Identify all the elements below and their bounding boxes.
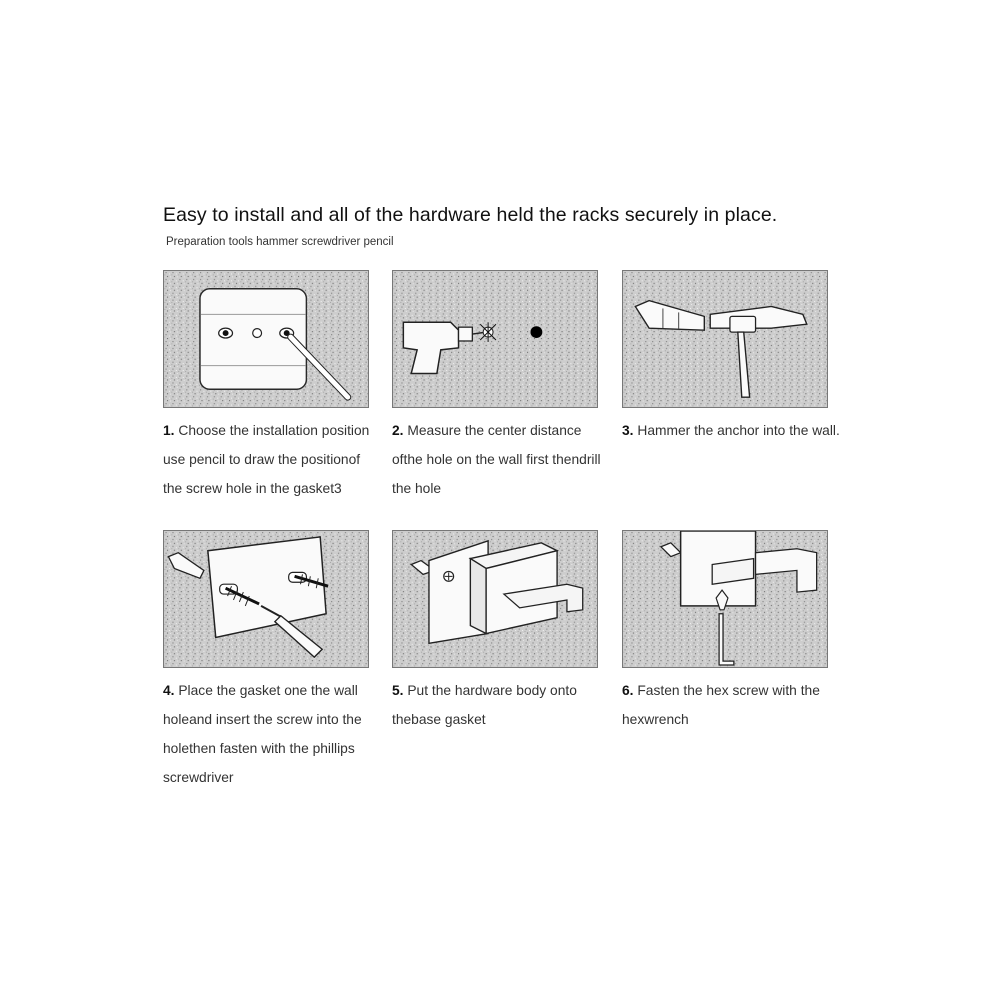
step-1-number: 1. [163,423,175,438]
power-drill-icon [393,271,597,407]
preparation-tools-text: Preparation tools hammer screwdriver pencil [166,236,394,248]
hammer-anchor-icon [623,271,827,407]
step-6-text [622,676,836,734]
page-title: Easy to install and all of the hardware held the racks securely in place. [163,204,778,226]
step-3-illustration [622,270,828,408]
step-5-text [392,676,606,734]
step-4-description: Place the gasket one the wall holeand insert the screw into the holethen fasten with the phillips screwdriver [163,683,362,785]
step-1-text [163,416,377,503]
step-3-text [622,416,852,445]
step-6-illustration [622,530,828,668]
step-1-illustration [163,270,369,408]
step-3-description: Hammer the anchor into the wall. [637,423,840,438]
pencil-marking-gasket-icon [164,271,368,407]
step-4-text [163,676,377,792]
step-6-description: Fasten the hex screw with the hexwrench [622,683,820,727]
step-5-description: Put the hardware body onto thebase gasket [392,683,577,727]
step-4-number: 4. [163,683,175,698]
step-2-illustration [392,270,598,408]
hook-body-icon [393,531,597,667]
step-2-number: 2. [392,423,404,438]
step-4-illustration [163,530,369,668]
hex-wrench-icon [623,531,827,667]
screwdriver-gasket-icon [164,531,368,667]
step-6-number: 6. [622,683,634,698]
step-5-illustration [392,530,598,668]
step-1-description: Choose the installation position use pencil to draw the positionof the screw hole in the gasket3 [163,423,370,496]
step-5-number: 5. [392,683,404,698]
step-3-number: 3. [622,423,634,438]
step-2-text [392,416,606,503]
step-2-description: Measure the center distance ofthe hole on the wall first thendrill the hole [392,423,601,496]
